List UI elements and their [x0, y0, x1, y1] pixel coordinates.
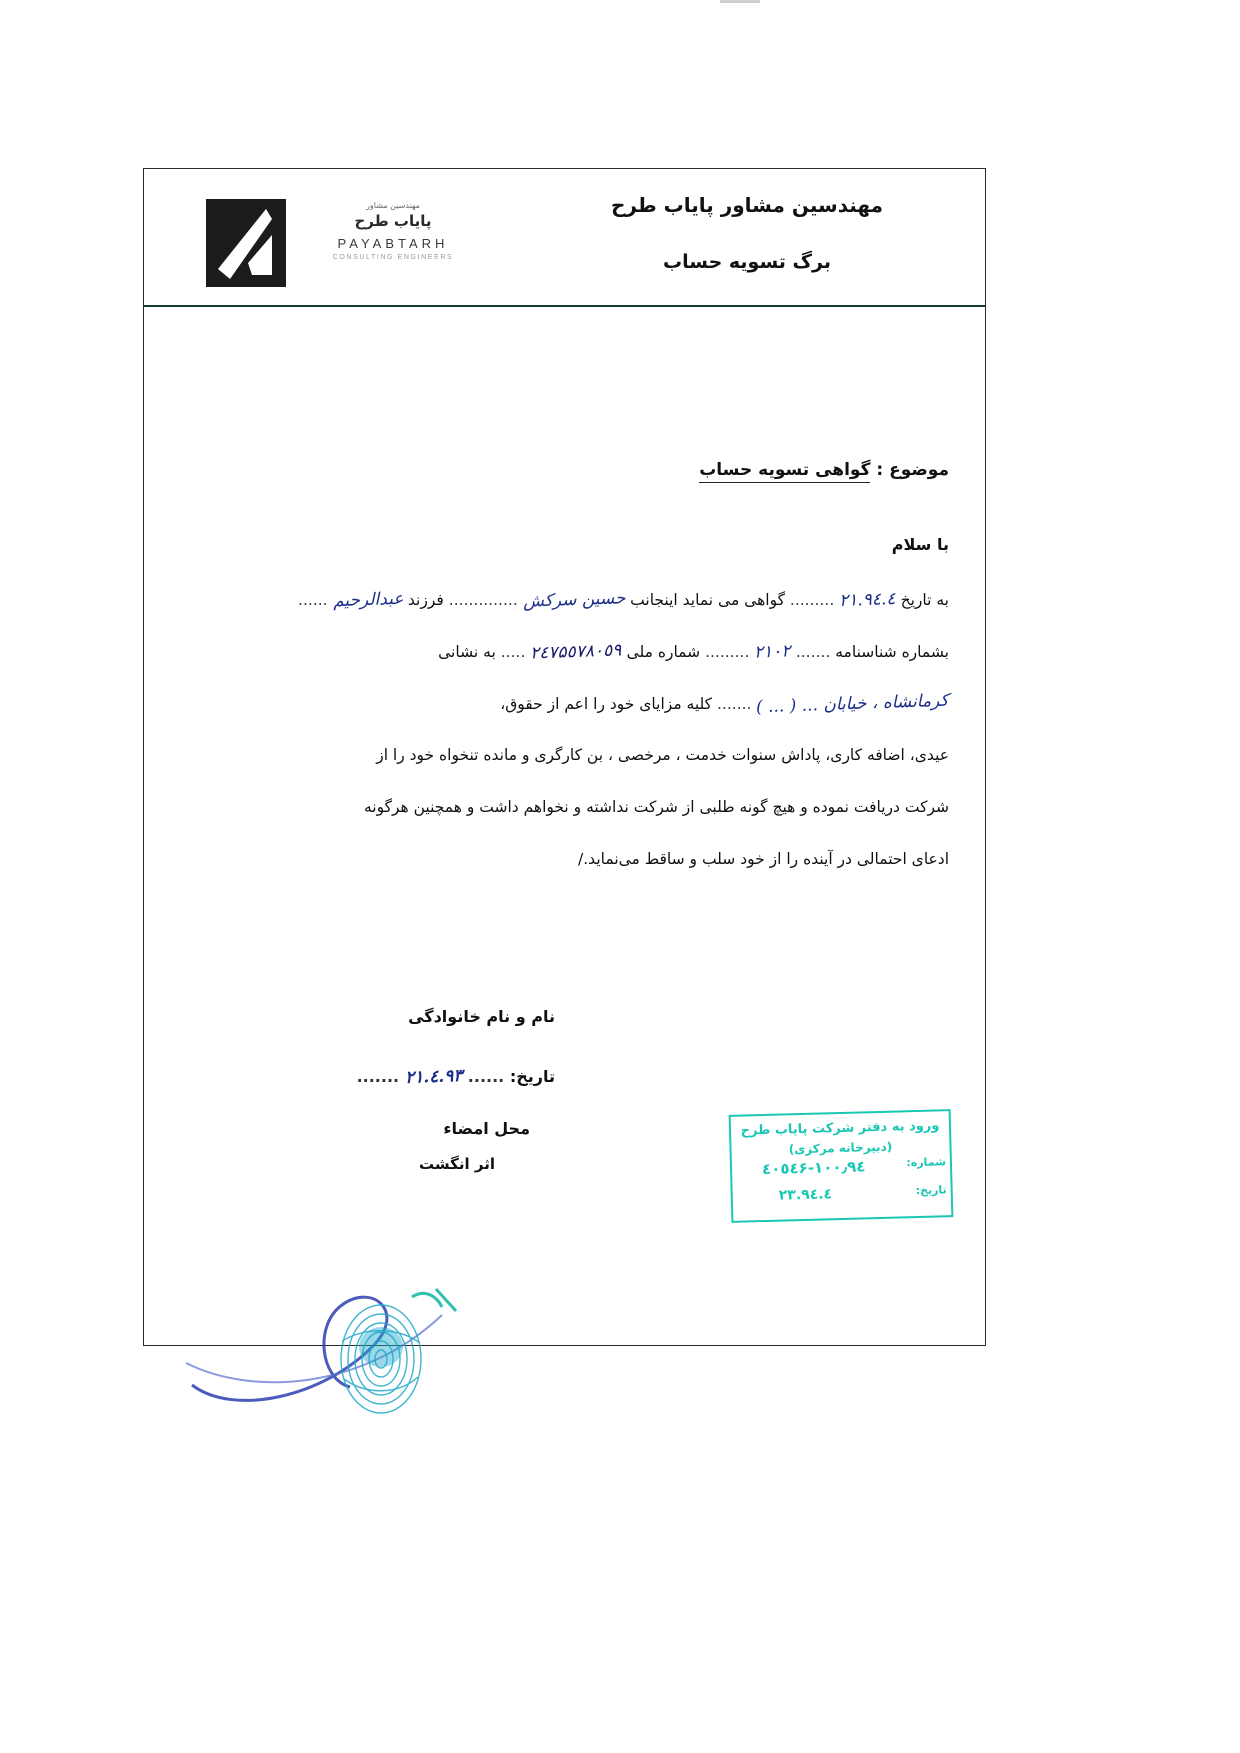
handwritten-date: ۹٤.٤.۲۱ [838, 589, 896, 611]
fingerprint-field-label: اثر انگشت [419, 1155, 495, 1173]
subject-line [699, 460, 949, 480]
line3-suffix: کلیه مزایای خود را اعم از حقوق، [500, 695, 713, 713]
body-line-4: عیدی، اضافه کاری، پاداش سنوات خدمت ، مرخصی ، بن کارگری و مانده تنخواه خود را از [376, 746, 949, 764]
scan-artifact [720, 0, 760, 3]
dot-leader: ....... [717, 695, 752, 713]
dot-leader: ....... [356, 1067, 400, 1086]
signature-field-label: محل امضاء [443, 1119, 530, 1138]
line1-prefix: به تاریخ [900, 591, 949, 609]
line2-suffix: به نشانی [438, 643, 496, 661]
line2-prefix: بشماره شناسنامه [835, 643, 949, 661]
handwritten-national-id: ۲٤۷۵٥۷۸۰٥۹ [529, 640, 622, 664]
body-line-1 [180, 590, 949, 610]
fingerprint-mark [326, 1297, 436, 1427]
date-field-label: تاریخ: [509, 1067, 555, 1086]
form-title: برگ تسویه حساب [663, 251, 831, 273]
body-line-5: شرکت دریافت نموده و هیچ گونه طلبی از شرکت نداشته و نخواهم داشت و همچنین هرگونه [363, 798, 949, 816]
stamp-number-label: شماره: [906, 1155, 947, 1170]
handwritten-address: کرمانشاه ، خیابان ... ( ... ) [756, 690, 950, 718]
company-title: مهندسین مشاور پایاب طرح [610, 193, 884, 217]
dot-leader: ...... [298, 591, 328, 609]
subject-label: موضوع : [876, 460, 949, 480]
document-sheet [143, 168, 986, 1346]
name-field-label: نام و نام خانوادگی [408, 1007, 555, 1026]
handwritten-footer-date: ۹۳.٤.۲۱ [404, 1066, 463, 1088]
greeting: با سلام [891, 535, 949, 554]
dot-leader: .............. [448, 591, 518, 609]
stamp-number-value: ۱۰۰٫۹٤-٤۰٥٤۶ [761, 1157, 866, 1179]
entry-stamp [729, 1109, 954, 1223]
dot-leader: ....... [795, 643, 831, 661]
document-header [144, 169, 985, 307]
date-field-row [357, 1067, 555, 1087]
logo-wordmark [298, 201, 488, 261]
handwritten-fullname: حسین سرکش [522, 588, 626, 612]
line2-middle: شماره ملی [626, 643, 701, 661]
logo-en-small: CONSULTING ENGINEERS [332, 254, 454, 261]
stamp-subtitle: (دبیرخانه مرکزی) [788, 1139, 893, 1157]
logo-fa-big: پایاب طرح [354, 212, 432, 230]
logo-slash-icon [214, 205, 278, 281]
company-logo [196, 195, 496, 291]
body-line-2 [180, 642, 949, 662]
logo-en-big: PAYABTARH [337, 236, 449, 251]
body-line-6: ادعای احتمالی در آینده را از خود سلب و ساقط می‌نماید./ [578, 850, 949, 868]
stamp-date-value: ۹٤.٤.۲۳ [778, 1186, 833, 1204]
document-body [144, 307, 985, 1345]
handwritten-father-name: عبدالرحیم [332, 588, 404, 612]
line1-middle: گواهی می نماید اینجانب [630, 591, 785, 609]
dot-leader: ......... [789, 591, 835, 609]
body-line-3 [180, 690, 950, 718]
logo-fa-small: مهندسین مشاور [366, 201, 420, 210]
dot-leader: ...... [467, 1067, 505, 1086]
stamp-date-label: تاریخ: [915, 1183, 947, 1198]
header-titles [537, 193, 957, 273]
dot-leader: ..... [500, 643, 526, 661]
subject-value: گواهی تسویه حساب [699, 460, 870, 483]
handwritten-id-number: ۲۱۰۲ [754, 641, 792, 663]
stamp-title: ورود به دفتر شرکت پایاب طرح [740, 1118, 940, 1139]
dot-leader: ......... [705, 643, 750, 661]
logo-mark-icon [206, 199, 286, 287]
line1-child-label: فرزند [407, 591, 444, 609]
